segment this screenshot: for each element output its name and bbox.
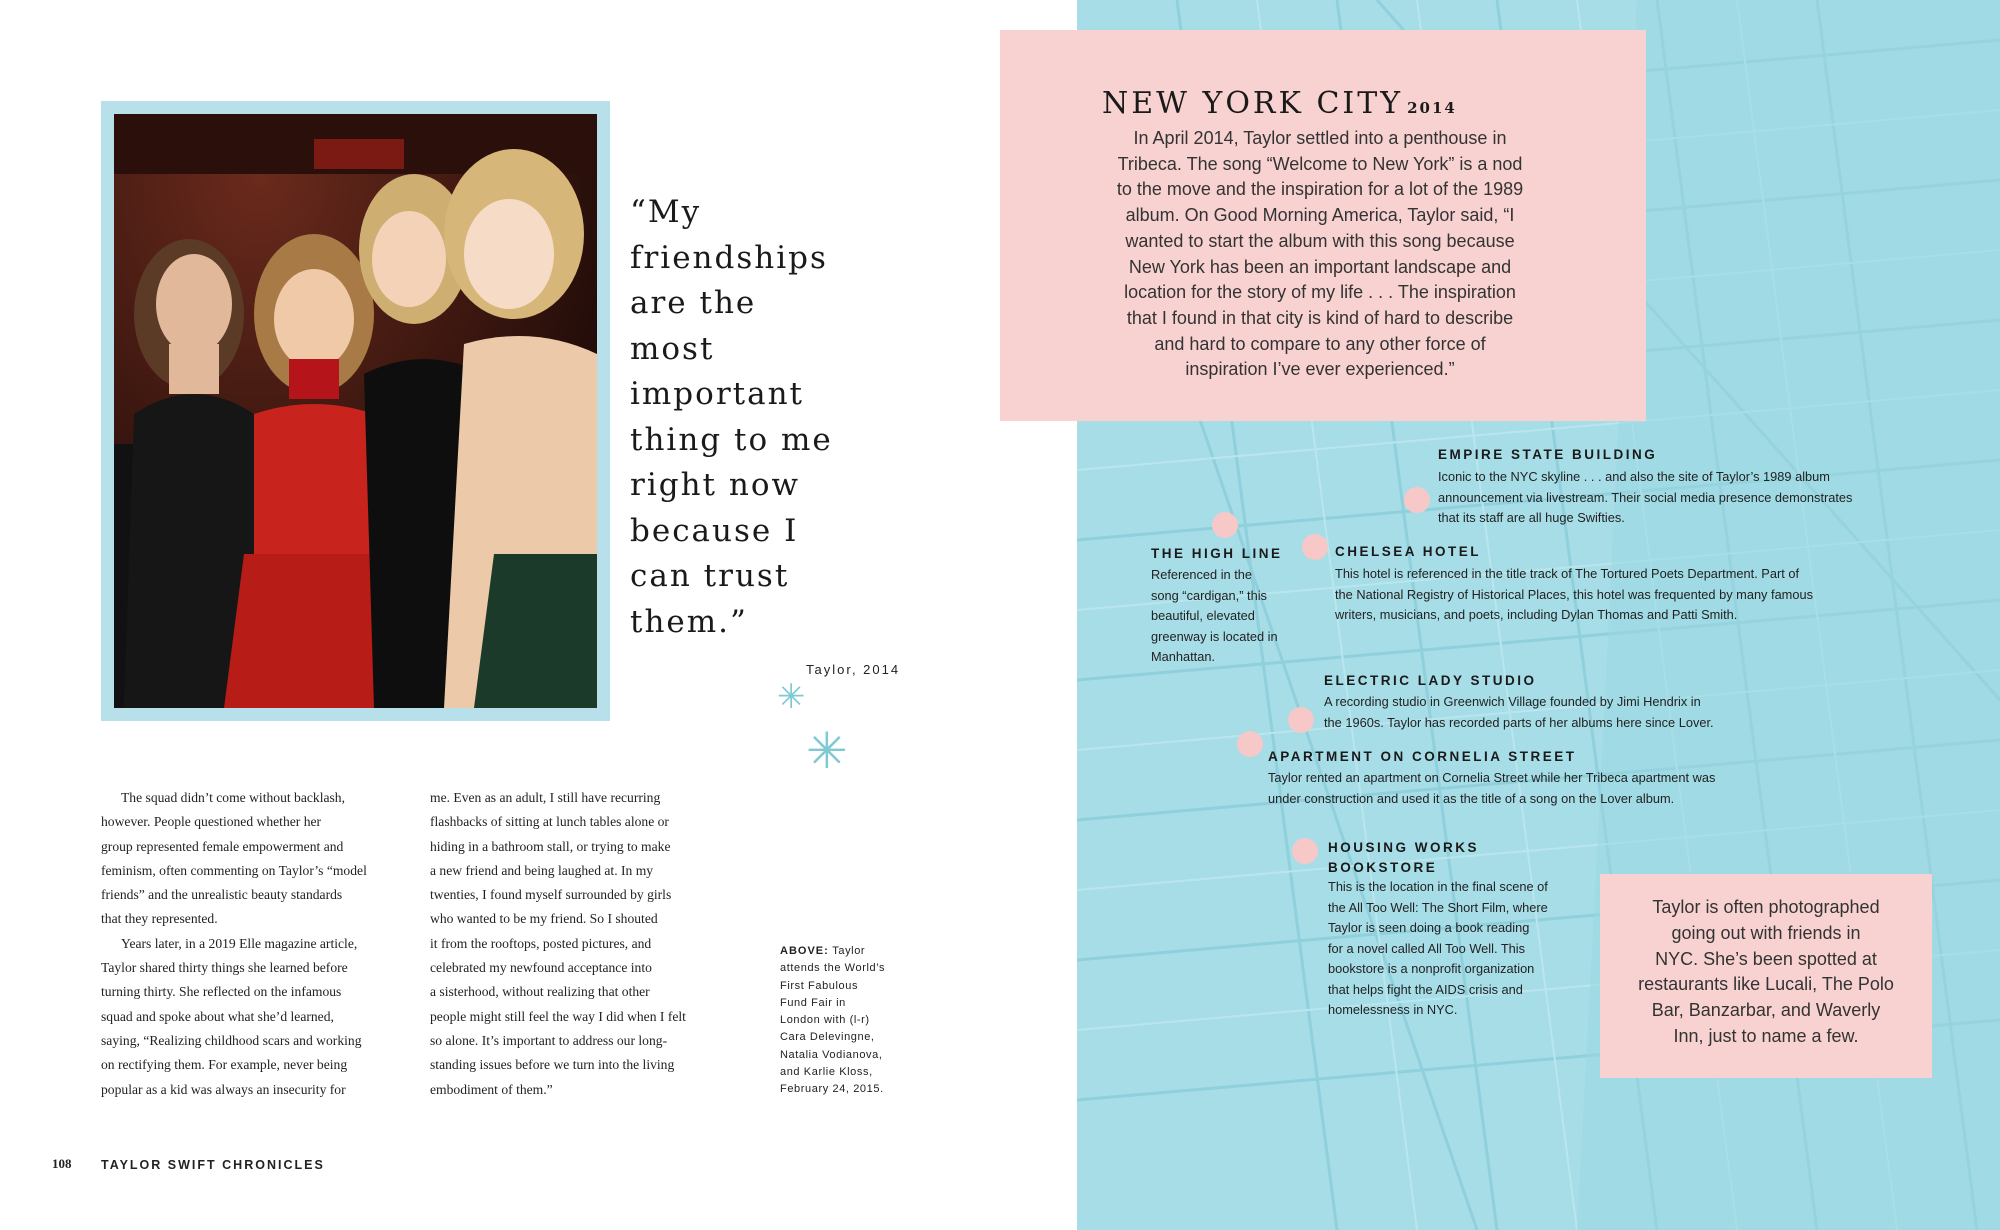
photo-frame	[101, 101, 610, 721]
location-marker-cornelia	[1237, 731, 1263, 757]
pull-quote	[630, 190, 930, 645]
desc-line: writers, musicians, and poets, including Dylan Thomas and Patti Smith.	[1335, 607, 1738, 622]
desc-line: the All Too Well: The Short Film, where	[1328, 899, 1548, 915]
desc-line: announcement via livestream. Their social media presence demonstrates	[1438, 489, 1853, 505]
section-title	[1102, 86, 1457, 121]
desc-line: beautiful, elevated	[1151, 608, 1255, 623]
body-line: The squad didn’t come without backlash,	[121, 790, 345, 805]
body-line: that they represented.	[101, 911, 218, 927]
chelsea-description	[1335, 564, 1915, 626]
body-line: it from the rooftops, posted pictures, and	[430, 935, 652, 951]
desc-line: This is the location in the final scene of	[1328, 879, 1548, 894]
sparkle-icon: ✳	[806, 722, 848, 780]
desc-line: Manhattan.	[1151, 649, 1216, 664]
desc-line: Referenced in the	[1151, 567, 1253, 582]
desc-line: the 1960s. Taylor has recorded parts of her albums here since Lover.	[1324, 714, 1714, 730]
desc-line: This hotel is referenced in the title track of The Tortured Poets Department. Part of	[1335, 566, 1799, 581]
body-line: Taylor shared thirty things she learned before	[101, 960, 348, 976]
body-line: me. Even as an adult, I still have recurring	[430, 790, 661, 805]
desc-line: the National Registry of Historical Places, this hotel was frequented by many famous	[1335, 586, 1813, 602]
intro-line: location for the story of my life . . . The inspiration	[1124, 282, 1516, 303]
title-line: HOUSING WORKS	[1328, 840, 1480, 855]
group-photo	[114, 114, 597, 708]
caption-line: First Fabulous	[780, 979, 859, 992]
pull-quote-line: “My	[630, 194, 702, 230]
empire-description	[1438, 467, 1918, 529]
intro-line: inspiration I’ve ever experienced.”	[1185, 359, 1455, 380]
side-note-line: Inn, just to name a few.	[1673, 1025, 1859, 1046]
caption-line: Taylor	[832, 945, 866, 957]
desc-line: that its staff are all huge Swifties.	[1438, 510, 1625, 525]
body-line: however. People questioned whether her	[101, 814, 322, 830]
housing-title	[1328, 838, 1479, 878]
sparkle-icon: ✳	[777, 677, 806, 717]
desc-line: under construction and used it as the title of a song on the Lover album.	[1268, 790, 1675, 806]
electric-description	[1324, 692, 1804, 733]
body-line: feminism, often commenting on Taylor’s “model	[101, 862, 367, 878]
highline-title: THE HIGH LINE	[1151, 546, 1283, 561]
intro-line: to the move and the inspiration for a lot of the 1989	[1116, 179, 1524, 200]
desc-line: greenway is located in	[1151, 628, 1278, 644]
photo-caption	[780, 943, 905, 1099]
caption-line: February 24, 2015.	[780, 1083, 884, 1096]
intro-text	[1100, 126, 1540, 383]
body-line: people might still feel the way I did when I felt	[430, 1008, 686, 1024]
side-note-line: going out with friends in	[1671, 922, 1861, 943]
side-note-line: Taylor is often photographed	[1652, 897, 1880, 917]
location-marker-electric	[1288, 707, 1314, 733]
body-line: friends” and the unrealistic beauty standards	[101, 887, 343, 903]
page-number: 108	[52, 1156, 72, 1171]
body-line: twenties, I found myself surrounded by girls	[430, 887, 672, 903]
intro-line: that I found in that city is kind of hard to describe	[1126, 307, 1514, 328]
body-line: who wanted to be my friend. So I shouted	[430, 911, 658, 927]
pull-quote-line: are the	[630, 285, 757, 321]
body-line: hiding in a bathroom stall, or trying to make	[430, 838, 671, 854]
desc-line: that helps fight the AIDS crisis and	[1328, 981, 1523, 997]
chelsea-title: CHELSEA HOTEL	[1335, 544, 1482, 559]
body-line: embodiment of them.”	[430, 1081, 553, 1097]
pull-quote-line: important	[630, 376, 804, 412]
caption-line: attends the World’s	[780, 962, 886, 975]
desc-line: Iconic to the NYC skyline . . . and also the site of Taylor’s 1989 album	[1438, 469, 1830, 484]
body-line: squad and spoke about what she’d learned,	[101, 1008, 334, 1024]
body-line: a new friend and being laughed at. In my	[430, 862, 654, 878]
pull-quote-line: them.”	[630, 603, 748, 640]
body-line: so alone. It’s important to address our long-	[430, 1032, 668, 1048]
body-column-2	[430, 786, 730, 1102]
body-line: Years later, in a 2019 Elle magazine article,	[121, 935, 358, 951]
desc-line: Taylor rented an apartment on Cornelia Street while her Tribeca apartment was	[1268, 770, 1716, 785]
intro-line: and hard to compare to any other force of	[1154, 333, 1486, 354]
pull-quote-line: because I	[630, 512, 799, 549]
body-line: standing issues before we turn into the living	[430, 1057, 675, 1073]
intro-line: Tribeca. The song “Welcome to New York” is a nod	[1117, 153, 1523, 174]
body-line: celebrated my newfound acceptance into	[430, 960, 652, 976]
body-line: a sisterhood, without realizing that other	[430, 984, 650, 1000]
electric-title: ELECTRIC LADY STUDIO	[1324, 673, 1537, 688]
location-marker-housing	[1292, 838, 1318, 864]
body-column-1	[101, 786, 411, 1102]
desc-line: bookstore is a nonprofit organization	[1328, 961, 1535, 976]
body-line: on rectifying them. For example, never being	[101, 1057, 348, 1073]
caption-lead: ABOVE:	[780, 945, 829, 957]
empire-title: EMPIRE STATE BUILDING	[1438, 447, 1658, 462]
title-city: NEW YORK CITY	[1102, 86, 1404, 121]
highline-description	[1151, 565, 1311, 668]
desc-line: A recording studio in Greenwich Village founded by Jimi Hendrix in	[1324, 694, 1701, 709]
side-note-line: Bar, Banzarbar, and Waverly	[1651, 1000, 1881, 1021]
intro-line: wanted to start the album with this song because	[1125, 230, 1515, 251]
caption-line: and Karlie Kloss,	[780, 1066, 873, 1079]
body-line: popular as a kid was always an insecurity for	[101, 1081, 346, 1097]
running-head: TAYLOR SWIFT CHRONICLES	[101, 1158, 325, 1172]
pull-quote-line: most	[630, 330, 715, 367]
desc-line: song “cardigan,” this	[1151, 587, 1267, 603]
caption-line: Natalia Vodianova,	[780, 1048, 883, 1061]
cornelia-description	[1268, 768, 1808, 809]
body-line: saying, “Realizing childhood scars and working	[101, 1032, 362, 1048]
pull-quote-line: right now	[630, 467, 801, 503]
body-line: group represented female empowerment and	[101, 838, 344, 854]
title-line: BOOKSTORE	[1328, 860, 1438, 875]
pull-quote-line: thing to me	[630, 421, 833, 458]
desc-line: homelessness in NYC.	[1328, 1002, 1458, 1017]
side-note-text	[1620, 895, 1912, 1050]
intro-line: In April 2014, Taylor settled into a penthouse in	[1133, 128, 1507, 148]
location-marker-highline	[1212, 512, 1238, 538]
pull-quote-line: friendships	[630, 239, 828, 276]
body-line: flashbacks of sitting at lunch tables alone or	[430, 814, 669, 830]
caption-line: Fund Fair in	[780, 996, 846, 1009]
body-line: turning thirty. She reflected on the infamous	[101, 984, 342, 1000]
pull-quote-line: can trust	[630, 558, 790, 594]
side-note-line: restaurants like Lucali, The Polo	[1638, 974, 1894, 995]
title-year: 2014	[1407, 99, 1457, 117]
housing-description	[1328, 877, 1588, 1021]
intro-line: album. On Good Morning America, Taylor said, “I	[1125, 205, 1515, 226]
location-marker-empire	[1404, 487, 1430, 513]
location-marker-chelsea	[1302, 534, 1328, 560]
group-photo-illustration	[114, 114, 597, 708]
desc-line: Taylor is seen doing a book reading	[1328, 920, 1530, 935]
caption-line: Cara Delevingne,	[780, 1031, 875, 1044]
cornelia-title: APARTMENT ON CORNELIA STREET	[1268, 749, 1577, 764]
desc-line: for a novel called All Too Well. This	[1328, 940, 1526, 956]
quote-attribution: Taylor, 2014	[806, 662, 901, 677]
intro-line: New York has been an important landscape and	[1128, 256, 1512, 277]
side-note-line: NYC. She’s been spotted at	[1655, 948, 1877, 969]
caption-line: London with (l-r)	[780, 1014, 870, 1027]
